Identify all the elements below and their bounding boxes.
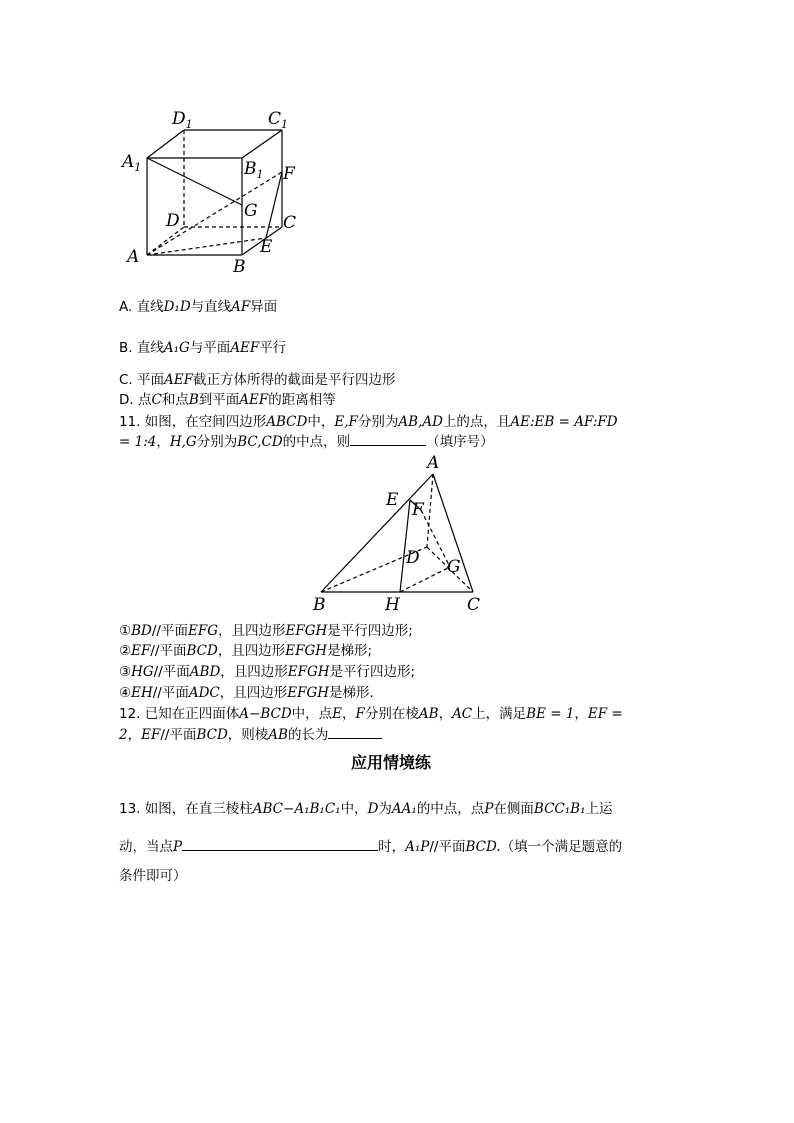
statement-4: ④EH//平面ADC，且四边形EFGH是梯形. <box>119 685 374 701</box>
label-A1: $A_1$ <box>122 152 142 174</box>
option-b: B. 直线A₁G与平面AEF平行 <box>119 340 287 356</box>
label-D: D <box>166 211 180 231</box>
label-F: F <box>283 164 295 184</box>
label-G: G <box>244 201 258 221</box>
label-B1: $B_1$ <box>244 159 264 181</box>
question-12-line2: 2，EF//平面BCD，则棱AB的长为 <box>119 723 382 743</box>
question-13-line1: 13. 如图，在直三棱柱ABC−A₁B₁C₁中，D为AA₁的中点，点P在侧面BCC₁B₁上运 <box>119 801 613 817</box>
cube-figure <box>120 100 310 280</box>
statement-2: ②EF//平面BCD，且四边形EFGH是梯形; <box>119 643 373 659</box>
tetrahedron-figure <box>305 452 495 617</box>
statement-1: ①BD//平面EFG，且四边形EFGH是平行四边形; <box>119 623 413 639</box>
question-11-line1: 11. 如图，在空间四边形ABCD中，E,F分别为AB,AD上的点，且AE:EB = AF:FD <box>119 414 618 430</box>
option-a: A. 直线D₁D与直线AF异面 <box>119 299 278 315</box>
tet-label-C: C <box>467 595 481 615</box>
question-12-line1: 12. 已知在正四面体A−BCD中，点E，F分别在棱AB，AC上，满足BE = 1，EF = <box>119 706 623 722</box>
label-B: B <box>233 257 246 277</box>
tet-label-G: G <box>447 557 461 577</box>
label-C: C <box>283 213 297 233</box>
label-E: E <box>260 237 273 257</box>
option-d: D. 点C和点B到平面AEF的距离相等 <box>119 392 336 408</box>
label-A: A <box>127 247 140 267</box>
answer-blank-13[interactable] <box>182 836 378 851</box>
statement-3: ③HG//平面ABD，且四边形EFGH是平行四边形; <box>119 664 416 680</box>
tet-label-D: D <box>406 548 420 568</box>
answer-blank-12[interactable] <box>328 724 382 739</box>
answer-blank-11[interactable] <box>350 431 426 446</box>
tet-label-B: B <box>313 595 326 615</box>
option-c: C. 平面AEF截正方体所得的截面是平行四边形 <box>119 372 396 388</box>
label-D1: $D_1$ <box>172 109 193 131</box>
tet-label-A: A <box>427 453 440 473</box>
question-11-line2: = 1:4，H,G分别为BC,CD的中点，则 （填序号） <box>119 430 494 450</box>
label-C1: $C_1$ <box>268 109 289 131</box>
section-title: 应用情境练 <box>351 753 432 772</box>
tet-label-H: H <box>385 595 400 615</box>
question-13-line3: 条件即可） <box>119 868 187 884</box>
tet-label-F: F <box>412 500 424 520</box>
question-13-line2: 动，当点P 时，A₁P//平面BCD.（填一个满足题意的 <box>119 835 622 855</box>
tet-label-E: E <box>386 490 399 510</box>
